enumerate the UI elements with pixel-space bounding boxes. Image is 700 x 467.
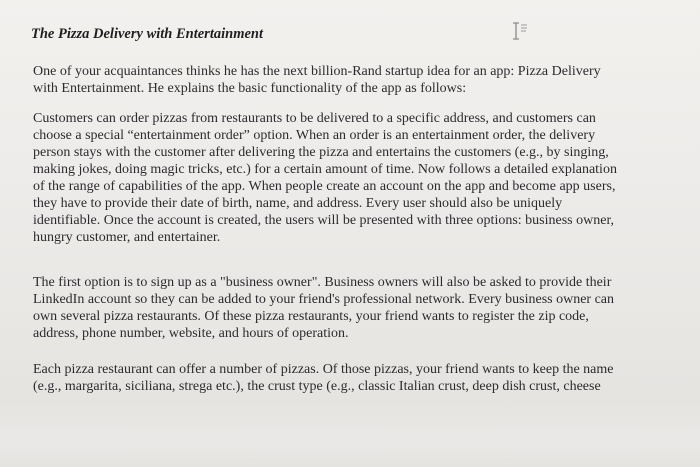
- paragraph-business-owner: [33, 274, 681, 342]
- text-line: person stays with the customer after delivering the pizza and entertains the customers (e.g., by singing,: [33, 145, 609, 160]
- document-title: The Pizza Delivery with Entertainment: [31, 26, 264, 42]
- text-cursor-icon: [510, 20, 532, 42]
- text-line: One of your acquaintances thinks he has the next billion-Rand startup idea for an app: Pizza Delivery: [33, 64, 601, 79]
- paragraph-intro: [33, 63, 681, 97]
- text-line: own several pizza restaurants. Of these pizza restaurants, your friend wants to register the zip code,: [33, 309, 589, 324]
- text-line: (e.g., margarita, siciliana, strega etc.), the crust type (e.g., classic Italian crust, deep dish crust, cheese: [33, 379, 601, 394]
- text-line: making jokes, doing magic tricks, etc.) for a certain amount of time. Now follows a detailed explanation: [33, 162, 617, 177]
- text-line: Each pizza restaurant can offer a number of pizzas. Of those pizzas, your friend wants to keep the name: [33, 362, 614, 377]
- paragraph-pizzas: [33, 361, 681, 395]
- text-line: address, phone number, website, and hours of operation.: [33, 326, 349, 341]
- text-line: The first option is to sign up as a "business owner". Business owners will also be asked to provide their: [33, 275, 612, 290]
- text-line: identifiable. Once the account is created, the users will be presented with three options: business owner,: [33, 213, 615, 228]
- text-line: choose a special “entertainment order” option. When an order is an entertainment order, the delivery: [33, 128, 596, 143]
- text-line: with Entertainment. He explains the basic functionality of the app as follows:: [33, 81, 467, 96]
- text-line: they have to provide their date of birth, name, and address. Every user should also be uniquely: [33, 196, 563, 211]
- text-line: LinkedIn account so they can be added to your friend's professional network. Every business owner can: [33, 292, 615, 307]
- screen-glare: [0, 400, 700, 467]
- text-line: Customers can order pizzas from restaurants to be delivered to a specific address, and customers can: [33, 111, 596, 126]
- paragraph-functionality: [33, 110, 681, 246]
- text-line: hungry customer, and entertainer.: [33, 230, 221, 245]
- text-line: of the range of capabilities of the app. When people create an account on the app and become app users,: [33, 179, 616, 194]
